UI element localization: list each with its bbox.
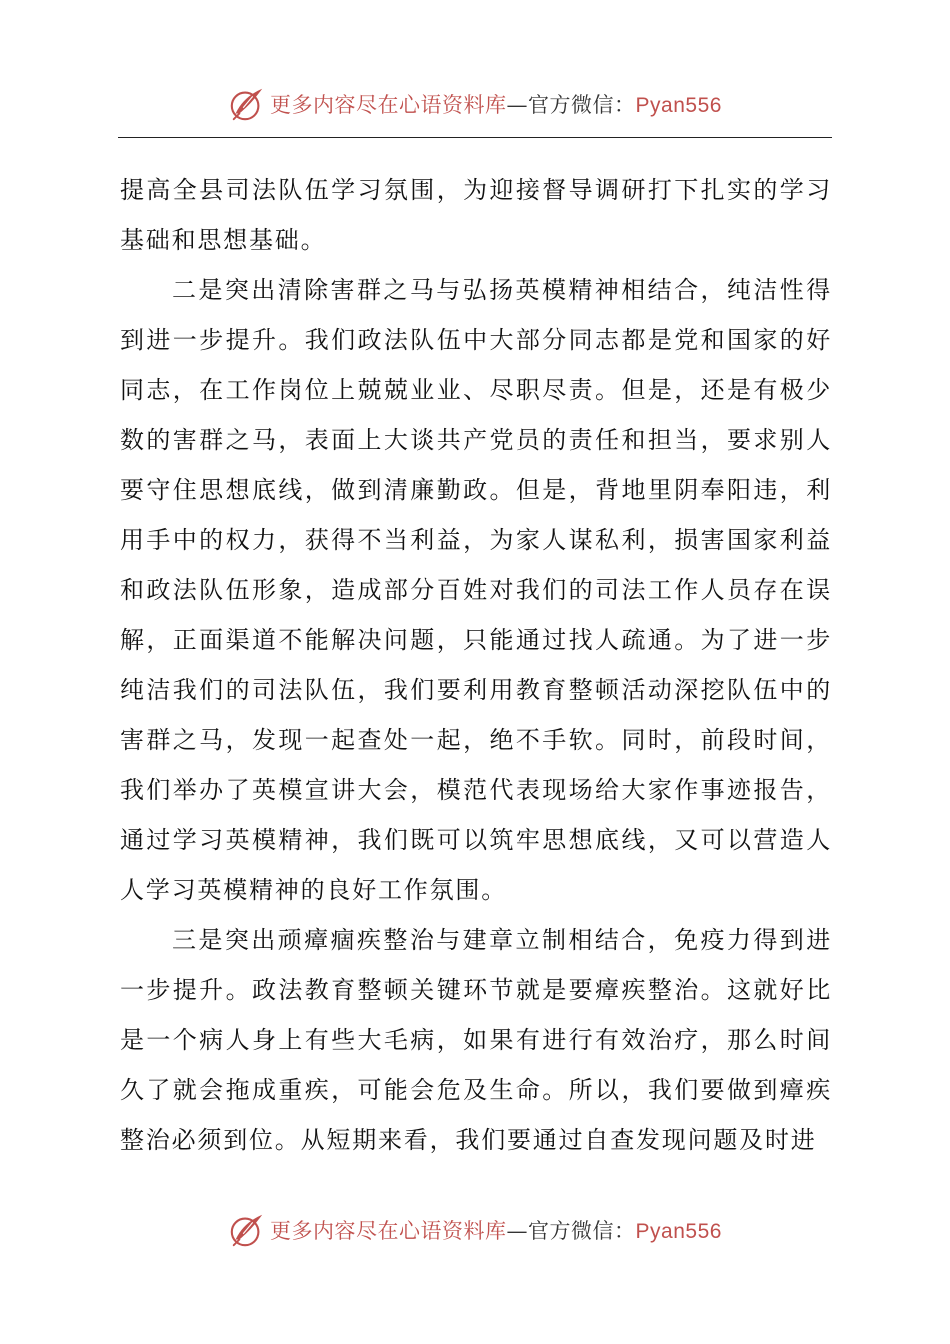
header-separator: — xyxy=(506,93,529,117)
header-site-text: 更多内容尽在心语资料库 xyxy=(270,93,507,117)
footer-wechat-label: 官方微信： xyxy=(528,1219,636,1243)
document-body xyxy=(120,165,832,1165)
header-wechat-id: Pyan556 xyxy=(635,94,722,117)
footer-wechat-id: Pyan556 xyxy=(635,1220,722,1243)
header-banner-text xyxy=(270,89,722,119)
header-divider xyxy=(118,137,832,138)
header-banner xyxy=(0,82,950,126)
quill-logo-icon xyxy=(228,85,266,123)
footer-separator: — xyxy=(506,1219,529,1243)
paragraph-point-two: 二是突出清除害群之马与弘扬英模精神相结合，纯洁性得到进一步提升。我们政法队伍中大部分同志都是党和国家的好同志，在工作岗位上兢兢业业、尽职尽责。但是，还是有极少数的害群之马，表面上大谈共产党员的责任和担当，要求别人要守住思想底线，做到清廉勤政。但是，背地里阴奉阳违，利用手中的权力，获得不当利益，为家人谋私利，损害国家利益和政法队伍形象，造成部分百姓对我们的司法工作人员存在误解，正面渠道不能解决问题，只能通过找人疏通。为了进一步纯洁我们的司法队伍，我们要利用教育整顿活动深挖队伍中的害群之马，发现一起查处一起，绝不手软。同时，前段时间，我们举办了英模宣讲大会，模范代表现场给大家作事迹报告，通过学习英模精神，我们既可以筑牢思想底线，又可以营造人人学习英模精神的良好工作氛围。 xyxy=(120,276,832,904)
footer-site-text: 更多内容尽在心语资料库 xyxy=(270,1219,507,1243)
paragraph-continuation: 提高全县司法队伍学习氛围，为迎接督导调研打下扎实的学习基础和思想基础。 xyxy=(120,176,832,254)
paragraph-point-three: 三是突出顽瘴痼疾整治与建章立制相结合，免疫力得到进一步提升。政法教育整顿关键环节就是要瘴疾整治。这就好比是一个病人身上有些大毛病，如果有进行有效治疗，那么时间久了就会拖成重疾，可能会危及生命。所以，我们要做到瘴疾整治必须到位。从短期来看，我们要通过自查发现问题及时进 xyxy=(120,926,832,1154)
header-wechat-label: 官方微信： xyxy=(528,93,636,117)
quill-logo-icon xyxy=(228,1211,266,1249)
footer-banner xyxy=(0,1208,950,1252)
footer-banner-text xyxy=(270,1215,722,1245)
